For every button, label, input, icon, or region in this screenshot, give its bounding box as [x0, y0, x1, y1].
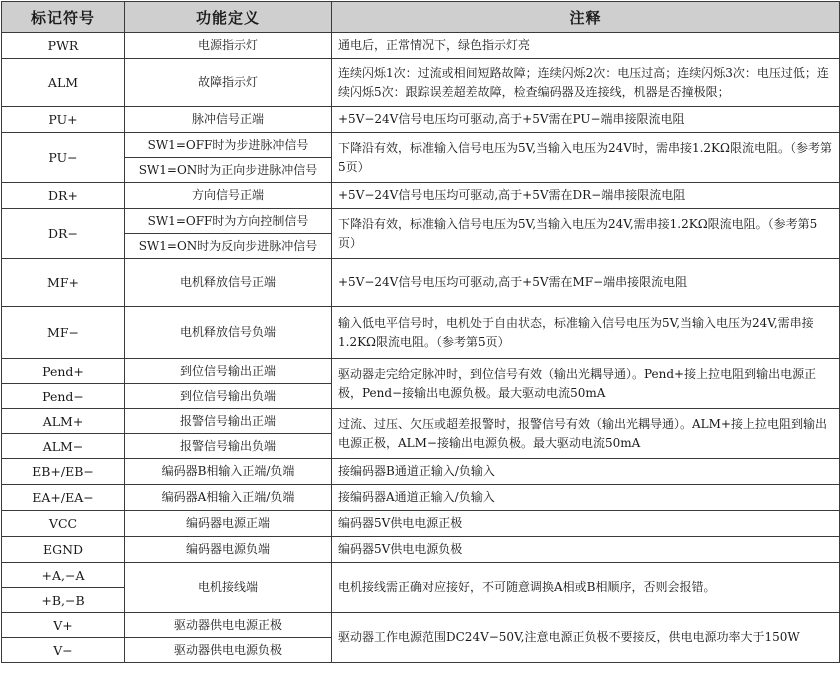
symbol-cell: DR+: [2, 183, 125, 209]
row-dr-plus: [2, 183, 840, 209]
function-cell: 电机释放信号负端: [125, 307, 332, 359]
note-cell: 接编码器B通道正输入/负输入: [332, 459, 840, 485]
function-cell: 编码器B相输入正端/负端: [125, 459, 332, 485]
symbol-cell: EA+/EA−: [2, 485, 125, 511]
symbol-cell: PWR: [2, 33, 125, 59]
row-eb: [2, 459, 840, 485]
note-cell: 通电后，正常情况下，绿色指示灯亮: [332, 33, 840, 59]
symbol-cell: +A,−A: [2, 563, 125, 588]
symbol-cell: +B,−B: [2, 588, 125, 613]
note-cell: 电机接线需正确对应接好，不可随意调换A相或B相顺序，否则会报错。: [332, 563, 840, 613]
symbol-cell: ALM: [2, 59, 125, 107]
function-cell: SW1=ON时为正向步进脉冲信号: [125, 158, 332, 183]
function-cell: SW1=OFF时为方向控制信号: [125, 209, 332, 234]
function-cell: 驱动器供电电源负极: [125, 638, 332, 663]
row-pu-minus-a: [2, 133, 840, 158]
header-symbol: 标记符号: [2, 2, 125, 33]
symbol-cell: V+: [2, 613, 125, 638]
note-cell: 编码器5V供电电源正极: [332, 511, 840, 537]
symbol-cell: Pend+: [2, 359, 125, 384]
note-cell: +5V−24V信号电压均可驱动,高于+5V需在DR−端串接限流电阻: [332, 183, 840, 209]
header-note: 注释: [332, 2, 840, 33]
row-vcc: [2, 511, 840, 537]
note-cell: 输入低电平信号时，电机处于自由状态，标准输入信号电压为5V,当输入电压为24V,需串接1.2KΩ限流电阻。（参考第5页）: [332, 307, 840, 359]
symbol-cell: Pend−: [2, 384, 125, 409]
note-cell: +5V−24V信号电压均可驱动,高于+5V需在MF−端串接限流电阻: [332, 259, 840, 307]
row-v-plus: [2, 613, 840, 638]
function-cell: 驱动器供电电源正极: [125, 613, 332, 638]
note-cell: 接编码器A通道正输入/负输入: [332, 485, 840, 511]
symbol-cell: V−: [2, 638, 125, 663]
function-cell: 编码器电源正端: [125, 511, 332, 537]
symbol-cell: ALM−: [2, 434, 125, 459]
symbol-cell: PU+: [2, 107, 125, 133]
note-cell: 驱动器走完给定脉冲时，到位信号有效（输出光耦导通）。Pend+接上拉电阻到输出电源正极，Pend−接输出电源负极。最大驱动电流50mA: [332, 359, 840, 409]
symbol-cell: VCC: [2, 511, 125, 537]
function-cell: 编码器电源负端: [125, 537, 332, 563]
function-cell: 编码器A相输入正端/负端: [125, 485, 332, 511]
symbol-cell: EB+/EB−: [2, 459, 125, 485]
note-cell: 过流、过压、欠压或超差报警时，报警信号有效（输出光耦导通）。ALM+接上拉电阻到输出电源正极，ALM−接输出电源负极。最大驱动电流50mA: [332, 409, 840, 459]
note-cell: 连续闪烁1次：过流或相间短路故障；连续闪烁2次：电压过高；连续闪烁3次：电压过低；连续闪烁5次：跟踪误差超差故障，检查编码器及连接线，机器是否撞极限；: [332, 59, 840, 107]
row-pend-plus: [2, 359, 840, 384]
function-cell: 故障指示灯: [125, 59, 332, 107]
function-cell: 电机释放信号正端: [125, 259, 332, 307]
terminal-definition-table: [1, 1, 840, 663]
function-cell: 到位信号输出正端: [125, 359, 332, 384]
function-cell: 电机接线端: [125, 563, 332, 613]
function-cell: SW1=ON时为反向步进脉冲信号: [125, 234, 332, 259]
row-alm: [2, 59, 840, 107]
header-row: [2, 2, 840, 33]
header-function: 功能定义: [125, 2, 332, 33]
row-mf-plus: [2, 259, 840, 307]
note-cell: 编码器5V供电电源负极: [332, 537, 840, 563]
note-cell: 驱动器工作电源范围DC24V−50V,注意电源正负极不要接反，供电电源功率大于150W: [332, 613, 840, 663]
symbol-cell: ALM+: [2, 409, 125, 434]
function-cell: 方向信号正端: [125, 183, 332, 209]
function-cell: SW1=OFF时为步进脉冲信号: [125, 133, 332, 158]
function-cell: 电源指示灯: [125, 33, 332, 59]
symbol-cell: EGND: [2, 537, 125, 563]
function-cell: 报警信号输出负端: [125, 434, 332, 459]
row-ea: [2, 485, 840, 511]
symbol-cell: MF−: [2, 307, 125, 359]
row-motor-a: [2, 563, 840, 588]
note-cell: 下降沿有效，标准输入信号电压为5V,当输入电压为24V,需串接1.2KΩ限流电阻。（参考第5页）: [332, 209, 840, 259]
function-cell: 到位信号输出负端: [125, 384, 332, 409]
function-cell: 报警信号输出正端: [125, 409, 332, 434]
note-cell: 下降沿有效，标准输入信号电压为5V,当输入电压为24V时，需串接1.2KΩ限流电阻。（参考第5页）: [332, 133, 840, 183]
symbol-cell: MF+: [2, 259, 125, 307]
function-cell: 脉冲信号正端: [125, 107, 332, 133]
row-alm-plus: [2, 409, 840, 434]
row-pwr: [2, 33, 840, 59]
row-egnd: [2, 537, 840, 563]
symbol-cell: PU−: [2, 133, 125, 183]
row-mf-minus: [2, 307, 840, 359]
row-dr-minus-a: [2, 209, 840, 234]
symbol-cell: DR−: [2, 209, 125, 259]
row-pu-plus: [2, 107, 840, 133]
note-cell: +5V−24V信号电压均可驱动,高于+5V需在PU−端串接限流电阻: [332, 107, 840, 133]
